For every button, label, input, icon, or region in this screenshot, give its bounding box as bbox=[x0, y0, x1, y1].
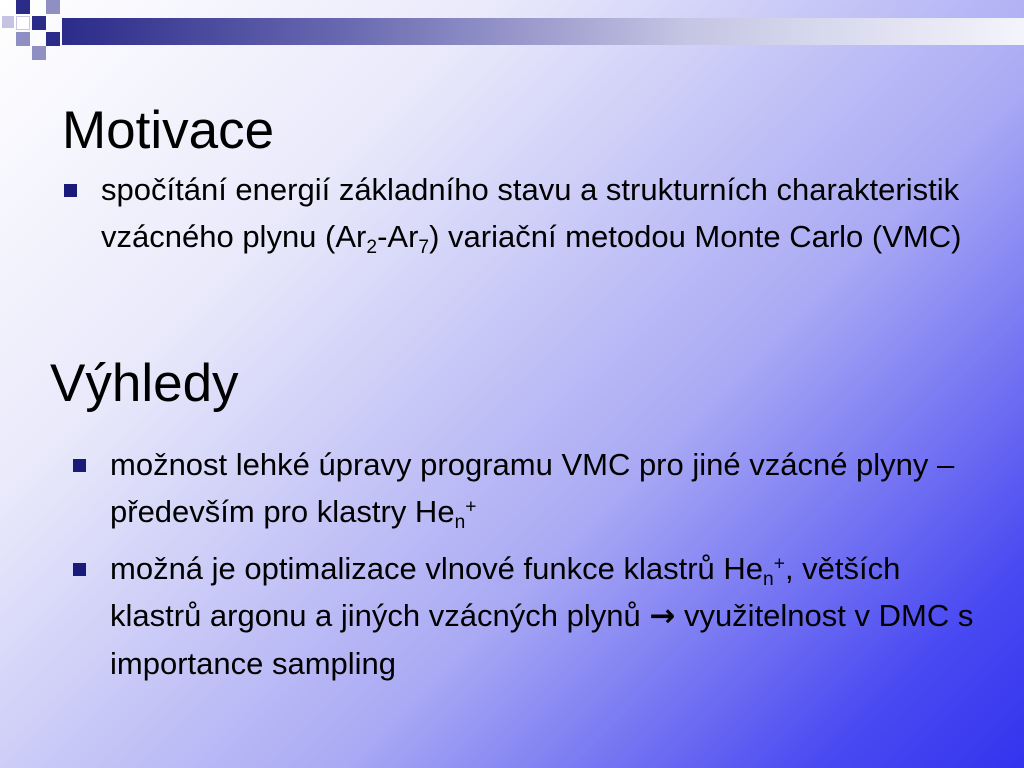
bullet-square-icon bbox=[73, 459, 86, 472]
deco-square bbox=[2, 16, 14, 28]
deco-square bbox=[16, 0, 30, 14]
section-title-motivace: Motivace bbox=[62, 101, 275, 160]
vyhledy-bullet-list bbox=[110, 441, 990, 687]
deco-square bbox=[46, 0, 60, 14]
motivace-bullet-list bbox=[101, 166, 991, 260]
bullet-item: spočítání energií základního stavu a strukturních charakteristik vzácného plynu $(Ar_2-Ar_7)$ variační metodou Monte Carlo (VMC) bbox=[101, 166, 991, 260]
bullet-square-icon bbox=[64, 184, 77, 197]
bullet-item: možná je optimalizace vlnové funkce klastrů $He_n^+$, větších klastrů argonu a jiných vzácných plynů → využitelnost v DMC s importance sampling bbox=[110, 545, 990, 687]
deco-square bbox=[32, 46, 46, 60]
header-decoration bbox=[0, 0, 1024, 62]
right-arrow-icon: → bbox=[649, 598, 676, 634]
deco-square bbox=[16, 16, 30, 30]
deco-square bbox=[16, 32, 30, 46]
header-gradient-bar bbox=[62, 18, 1024, 45]
deco-square bbox=[46, 32, 60, 46]
deco-square bbox=[32, 16, 46, 30]
bullet-item: možnost lehké úpravy programu VMC pro jiné vzácné plyny – především pro klastry $He_n^+$ bbox=[110, 441, 990, 535]
section-title-vyhledy: Výhledy bbox=[50, 354, 239, 413]
bullet-square-icon bbox=[73, 563, 86, 576]
